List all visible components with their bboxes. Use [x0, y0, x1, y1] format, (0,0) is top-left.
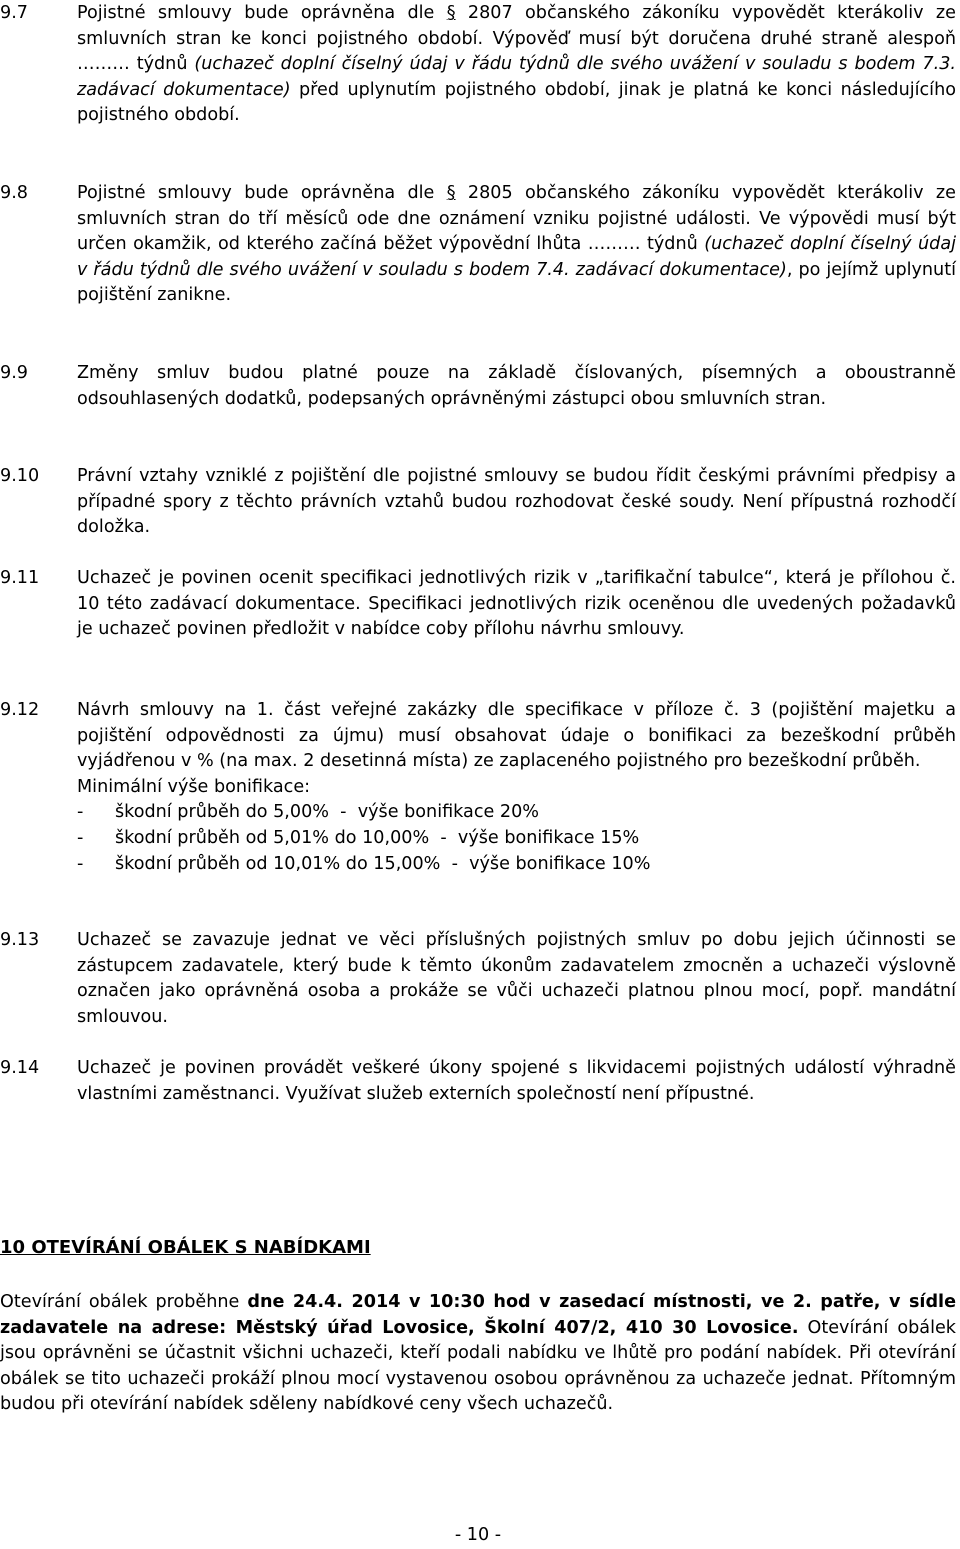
- clause-text: [77, 698, 956, 877]
- bonification-label: Minimální výše bonifikace:: [77, 776, 311, 797]
- clause-text: Právní vztahy vzniklé z pojištění dle pojistné smlouvy se budou řídit českými právními předpisy a případné spory z těchto právních vztahů budou rozhodovat české soudy. Není přípustná rozhodčí doložka.: [77, 466, 956, 538]
- clause-text: Uchazeč je povinen ocenit specifikaci jednotlivých rizik v „tarifikační tabulce“, která je přílohou č. 10 této zadávací dokumentace. Specifikaci jednotlivých rizik oceněnou dle uvedených požadavků je uchazeč povinen předložit v nabídce coby přílohu návrhu smlouvy.: [77, 568, 956, 640]
- section-sign: §: [446, 183, 456, 203]
- clause-paragraph: Návrh smlouvy na 1. část veřejné zakázky dle specifikace v příloze č. 3 (pojištění majetku a pojištění odpovědnosti za újmu) musí obsahovat údaje o bonifikaci za bezeškodní průběh vyjádřenou v % (na max. 2 desetinná místa) ze zaplaceného pojistného pro bezeškodní průběh.: [77, 700, 956, 772]
- clause-number: 9.14: [0, 1058, 40, 1078]
- page-number: - 10 -: [454, 1525, 502, 1545]
- clause-text: Pojistné smlouvy bude oprávněna dle § 2805 občanského zákoníku vypovědět kterákoliv ze smluvních stran do tří měsíců ode dne oznámení vzniku pojistné události. Ve výpovědi musí být určen okamžik, od kterého začíná běžet výpovědní lhůta ……… týdnů (uchazeč doplní číselný údaj v řádu týdnů dle svého uvážení v souladu s bodem 7.4. zadávací dokumentace), po jejímž uplynutí pojištění zanikne.: [77, 183, 956, 306]
- bonification-item: - škodní průběh do 5,00% - výše bonifikace 20%: [77, 802, 540, 823]
- clause-number: 9.11: [0, 568, 40, 588]
- clause-number: 9.9: [0, 363, 28, 383]
- clause-text: Pojistné smlouvy bude oprávněna dle § 2807 občanského zákoníku vypovědět kterákoliv ze smluvních stran ke konci pojistného období. Výpověď musí být doručena druhé straně alespoň ……… týdnů (uchazeč doplní číselný údaj v řádu týdnů dle svého uvážení v souladu s bodem 7.3. zadávací dokumentace) před uplynutím pojistného období, jinak je platná ke konci následujícího pojistného období.: [77, 3, 956, 126]
- clause-number: 9.12: [0, 700, 40, 720]
- clause-number: 9.13: [0, 930, 40, 950]
- section-paragraph: Otevírání obálek proběhne dne 24.4. 2014 v 10:30 hod v zasedací místnosti, ve 2. patře, v sídle zadavatele na adrese: Městský úřad Lovosice, Školní 407/2, 410 30 Lovosice. Otevírání obálek jsou oprávněni se účastnit všichni uchazeči, kteří podali nabídku ve lhůtě pro podání nabídek. Při otevírání obálek se tito uchazeči prokáží plnou mocí vystavenou osobou oprávněnou za uchazeče jednat. Přítomným budou při otevírání nabídek sděleny nabídkové ceny všech uchazečů.: [0, 1292, 956, 1415]
- section-sign: §: [446, 3, 456, 23]
- section-heading: 10 OTEVÍRÁNÍ OBÁLEK S NABÍDKAMI: [0, 1237, 371, 1258]
- clause-number: 9.7: [0, 3, 28, 23]
- clause-text: Uchazeč se zavazuje jednat ve věci příslušných pojistných smluv po dobu jejich účinnosti se zástupcem zadavatele, který bude k těmto úkonům zadavatelem zmocněn a uchazeči výslovně označen jako oprávněná osoba a prokáže se vůči uchazeči platnou plnou mocí, popř. mandátní smlouvou.: [77, 930, 956, 1027]
- clause-number: 9.10: [0, 466, 40, 486]
- bonification-item: - škodní průběh od 5,01% do 10,00% - výše bonifikace 15%: [77, 827, 640, 848]
- clause-number: 9.8: [0, 183, 28, 203]
- clause-text: Uchazeč je povinen provádět veškeré úkony spojené s likvidacemi pojistných událostí výhradně vlastními zaměstnanci. Využívat služeb externích společností není přípustné.: [77, 1058, 956, 1104]
- bonification-item: - škodní průběh od 10,01% do 15,00% - výše bonifikace 10%: [77, 853, 651, 874]
- clause-text: Změny smluv budou platné pouze na základě číslovaných, písemných a oboustranně odsouhlasených dodatků, podepsaných oprávněnými zástupci obou smluvních stran.: [77, 363, 956, 409]
